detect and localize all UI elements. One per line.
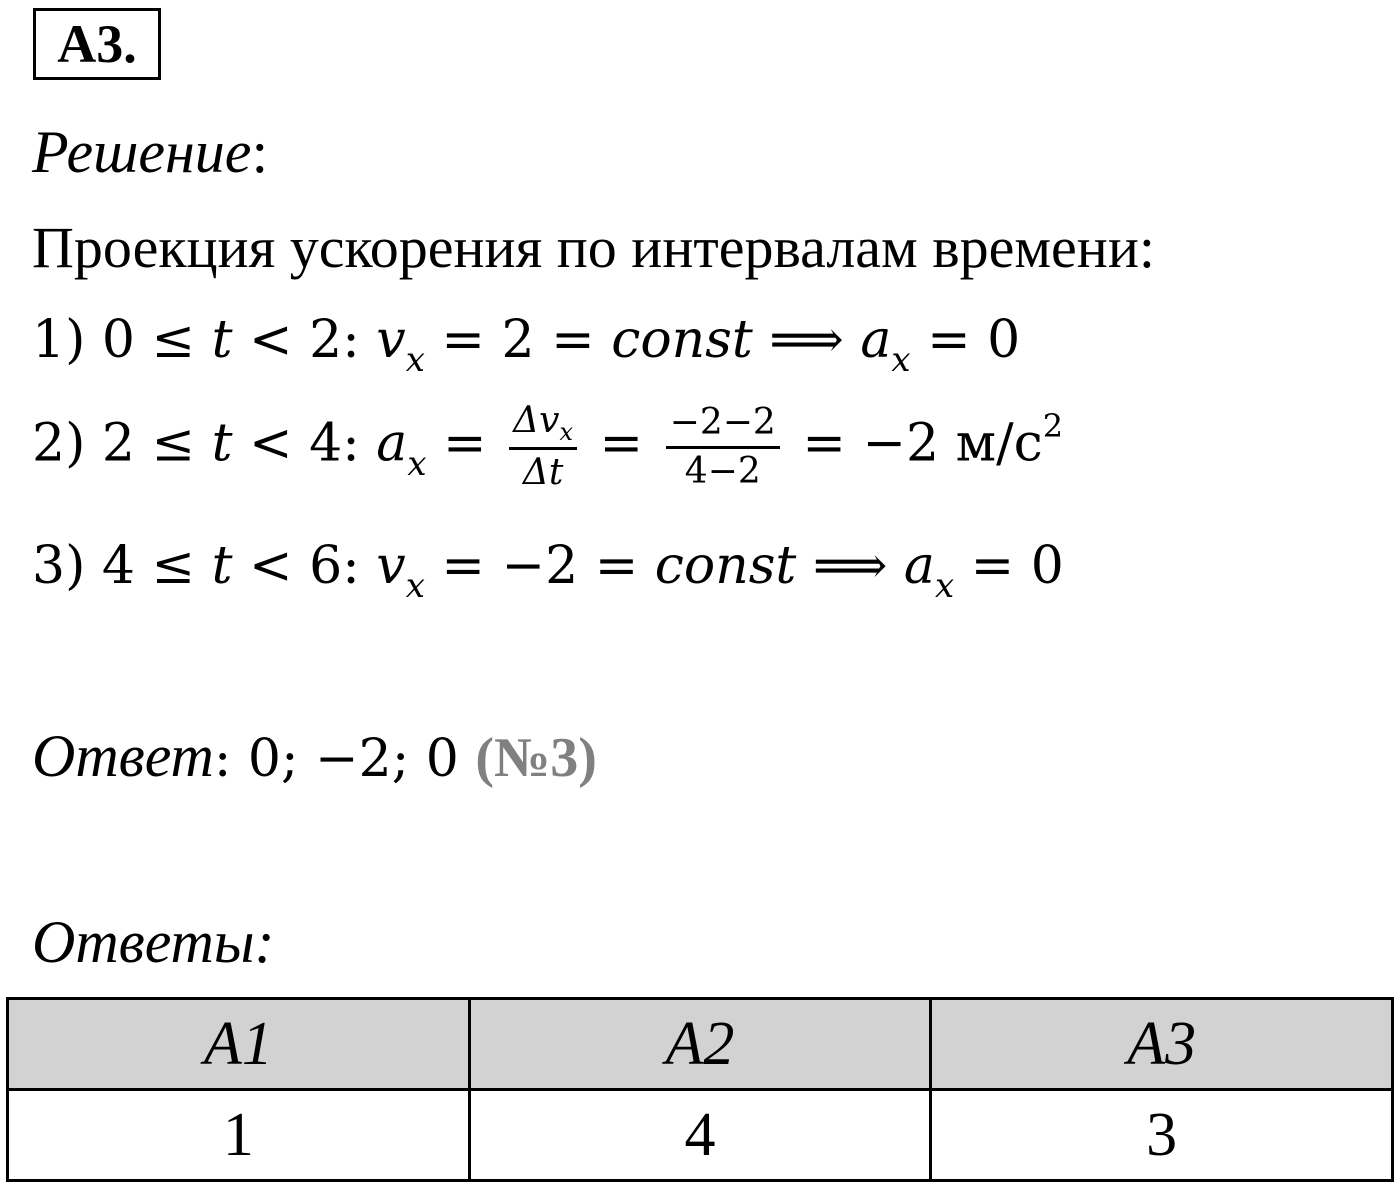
interval-3-result: = 0 xyxy=(954,536,1064,596)
accel-var: a xyxy=(860,310,892,370)
fraction-numeric-denominator: 4−2 xyxy=(684,450,761,492)
implies-arrow: ⟹ xyxy=(752,310,861,370)
interval-1-prefix: 1) 0 ≤ xyxy=(32,310,212,370)
delta-v-sub: x xyxy=(559,418,574,446)
interval-3-cond: < 6: xyxy=(232,536,377,596)
implies-arrow: ⟹ xyxy=(796,536,904,596)
answer-value: : 0; −2; 0 xyxy=(213,729,476,789)
const-word: const xyxy=(654,536,797,596)
answer-line xyxy=(32,722,597,791)
solution-heading xyxy=(32,118,268,187)
intro-text: Проекция ускорения по интервалам времени: xyxy=(32,215,1155,280)
accel-var: a xyxy=(376,413,408,474)
velocity-sub: x xyxy=(405,566,425,606)
answer-reference: (№3) xyxy=(475,727,597,789)
answers-heading: Ответы: xyxy=(32,909,275,975)
answer-label: Ответ xyxy=(32,723,214,789)
velocity-var: v xyxy=(376,536,406,596)
fraction-delta xyxy=(509,398,577,496)
delta-t: Δt xyxy=(522,452,564,493)
equals-sign: = xyxy=(583,413,660,474)
interval-1-cond: < 2: xyxy=(232,310,377,370)
answers-value-cell: 1 xyxy=(8,1090,470,1181)
interval-line-3 xyxy=(32,536,1064,606)
accel-var: a xyxy=(903,536,935,596)
delta-v: Δv xyxy=(513,400,560,441)
interval-3-prefix: 3) 4 ≤ xyxy=(32,536,212,596)
unit-exponent: 2 xyxy=(1042,406,1064,445)
interval-line-1 xyxy=(32,310,1021,380)
answers-header-cell: А3 xyxy=(931,999,1393,1090)
task-number-badge: А3. xyxy=(33,8,161,80)
interval-2-prefix: 2) 2 ≤ xyxy=(32,413,212,474)
accel-sub: x xyxy=(407,443,427,484)
answers-value-cell: 4 xyxy=(469,1090,931,1181)
solution-label: Решение xyxy=(32,119,252,185)
velocity-var: v xyxy=(376,310,406,370)
solution-colon: : xyxy=(251,119,269,185)
answers-header-cell: А1 xyxy=(8,999,470,1090)
fraction-delta-denominator xyxy=(509,450,577,496)
answers-value-cell: 3 xyxy=(931,1090,1393,1181)
answers-table-header-row xyxy=(8,999,1393,1090)
interval-2-cond: < 4: xyxy=(232,413,377,474)
equals-sign: = xyxy=(426,413,504,474)
fraction-numeric xyxy=(666,400,780,495)
answers-table xyxy=(6,997,1394,1182)
accel-sub: x xyxy=(891,340,911,380)
velocity-sub: x xyxy=(405,340,425,380)
accel-sub: x xyxy=(934,566,955,606)
fraction-numeric-numerator: −2−2 xyxy=(666,400,780,449)
const-word: const xyxy=(611,310,753,370)
answers-table-row xyxy=(8,1090,1393,1181)
interval-3-rhs: = −2 = xyxy=(424,536,655,596)
interval-2-result: = −2 м/с xyxy=(785,413,1043,474)
time-var: t xyxy=(211,310,233,370)
answers-header-cell: А2 xyxy=(469,999,931,1090)
time-var: t xyxy=(211,536,233,596)
interval-1-result: = 0 xyxy=(910,310,1021,370)
fraction-delta-numerator xyxy=(509,398,577,450)
time-var: t xyxy=(211,413,233,474)
interval-line-2 xyxy=(32,398,1063,496)
interval-1-rhs: = 2 = xyxy=(424,310,612,370)
